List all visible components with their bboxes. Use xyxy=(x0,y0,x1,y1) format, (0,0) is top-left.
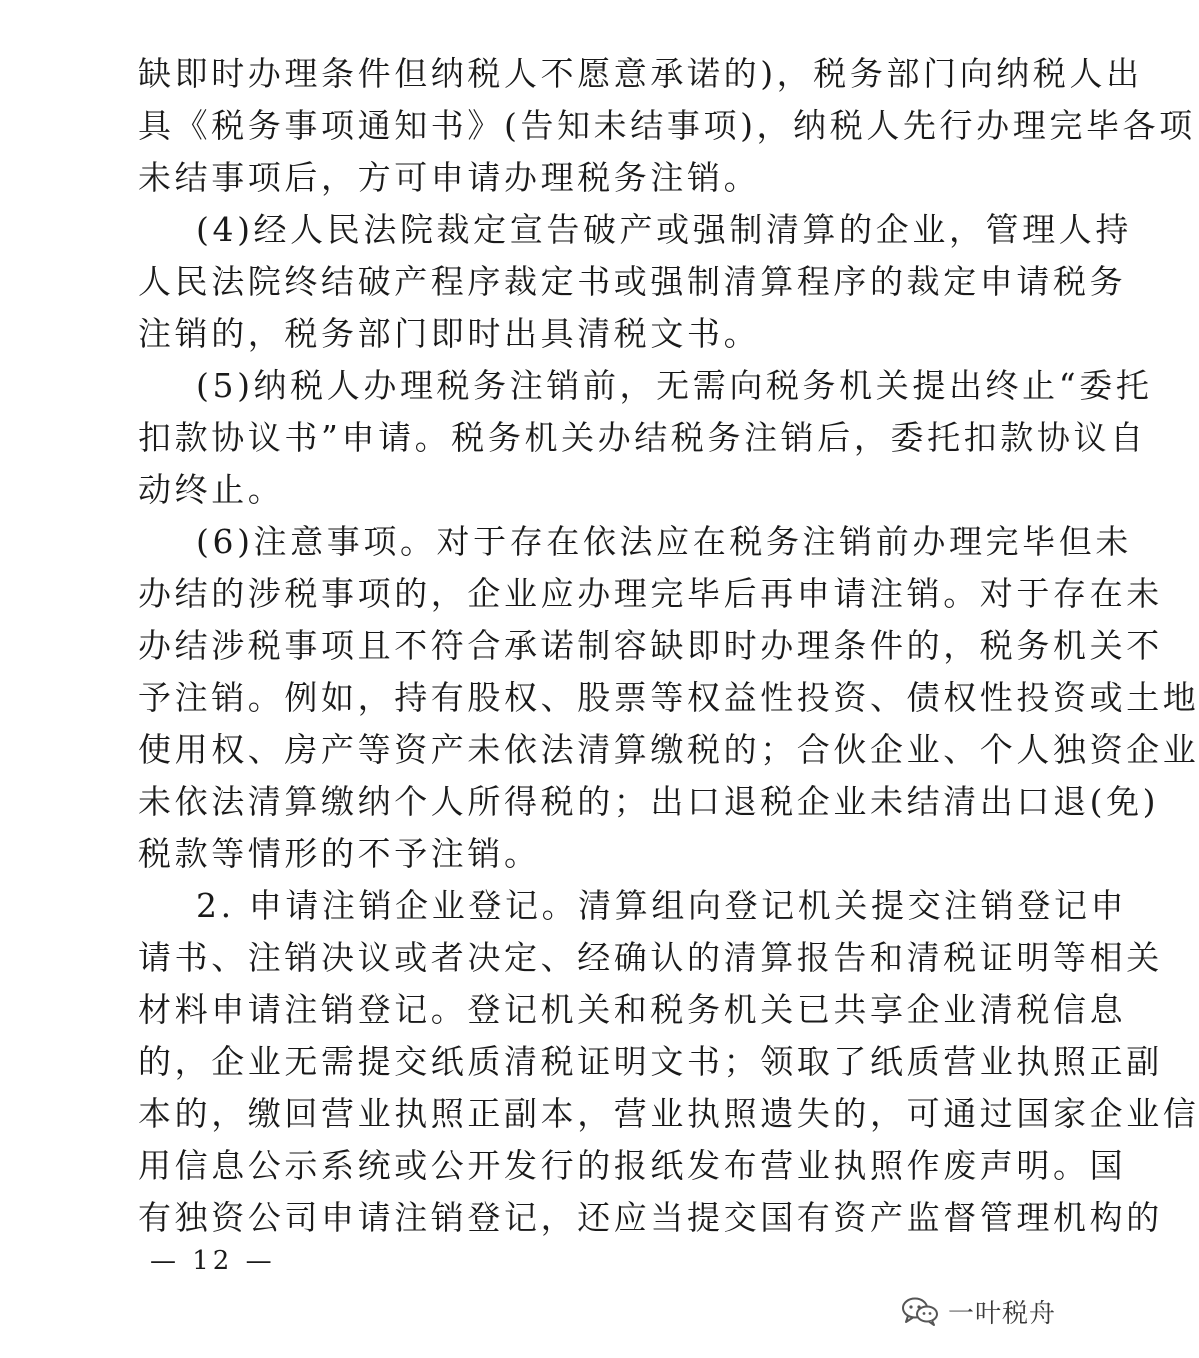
text-line: 扣款协议书”申请。税务机关办结税务注销后，委托扣款协议自 xyxy=(138,418,1147,457)
text-line: 2. 申请注销企业登记。清算组向登记机关提交注销登记申 xyxy=(196,886,1128,925)
text-line: 使用权、房产等资产未依法清算缴税的；合伙企业、个人独资企业 xyxy=(138,730,1199,769)
watermark xyxy=(900,1290,1056,1332)
watermark-text: 一叶税舟 xyxy=(948,1298,1057,1329)
text-line: 有独资公司申请注销登记，还应当提交国有资产监督管理机构的 xyxy=(138,1198,1163,1237)
text-line: (6)注意事项。对于存在依法应在税务注销前办理完毕但未 xyxy=(196,522,1132,561)
text-line: 办结涉税事项且不符合承诺制容缺即时办理条件的，税务机关不 xyxy=(138,626,1163,665)
text-line: 动终止。 xyxy=(138,470,285,509)
text-line: 的，企业无需提交纸质清税证明文书；领取了纸质营业执照正副 xyxy=(138,1042,1163,1081)
text-line: 请书、注销决议或者决定、经确认的清算报告和清税证明等相关 xyxy=(138,938,1163,977)
wechat-icon xyxy=(900,1295,940,1327)
text-line: 未依法清算缴纳个人所得税的；出口退税企业未结清出口退(免) xyxy=(138,782,1160,821)
text-line: 人民法院终结破产程序裁定书或强制清算程序的裁定申请税务 xyxy=(138,262,1127,301)
text-line: 用信息公示系统或公开发行的报纸发布营业执照作废声明。国 xyxy=(138,1146,1127,1185)
text-line: 税款等情形的不予注销。 xyxy=(138,834,541,873)
text-line: 具《税务事项通知书》(告知未结事项)，纳税人先行办理完毕各项 xyxy=(138,106,1196,145)
text-line: (5)纳税人办理税务注销前，无需向税务机关提出终止“委托 xyxy=(196,366,1153,405)
text-line: 缺即时办理条件但纳税人不愿意承诺的)，税务部门向纳税人出 xyxy=(138,54,1143,93)
page-number: — 12 — xyxy=(150,1246,276,1276)
text-line: 注销的，税务部门即时出具清税文书。 xyxy=(138,314,761,353)
text-line: (4)经人民法院裁定宣告破产或强制清算的企业，管理人持 xyxy=(196,210,1132,249)
text-line: 材料申请注销登记。登记机关和税务机关已共享企业清税信息 xyxy=(138,990,1127,1029)
text-line: 本的，缴回营业执照正副本，营业执照遗失的，可通过国家企业信 xyxy=(138,1094,1199,1133)
text-line: 办结的涉税事项的，企业应办理完毕后再申请注销。对于存在未 xyxy=(138,574,1163,613)
text-line: 予注销。例如，持有股权、股票等权益性投资、债权性投资或土地 xyxy=(138,678,1199,717)
text-line: 未结事项后，方可申请办理税务注销。 xyxy=(138,158,761,197)
